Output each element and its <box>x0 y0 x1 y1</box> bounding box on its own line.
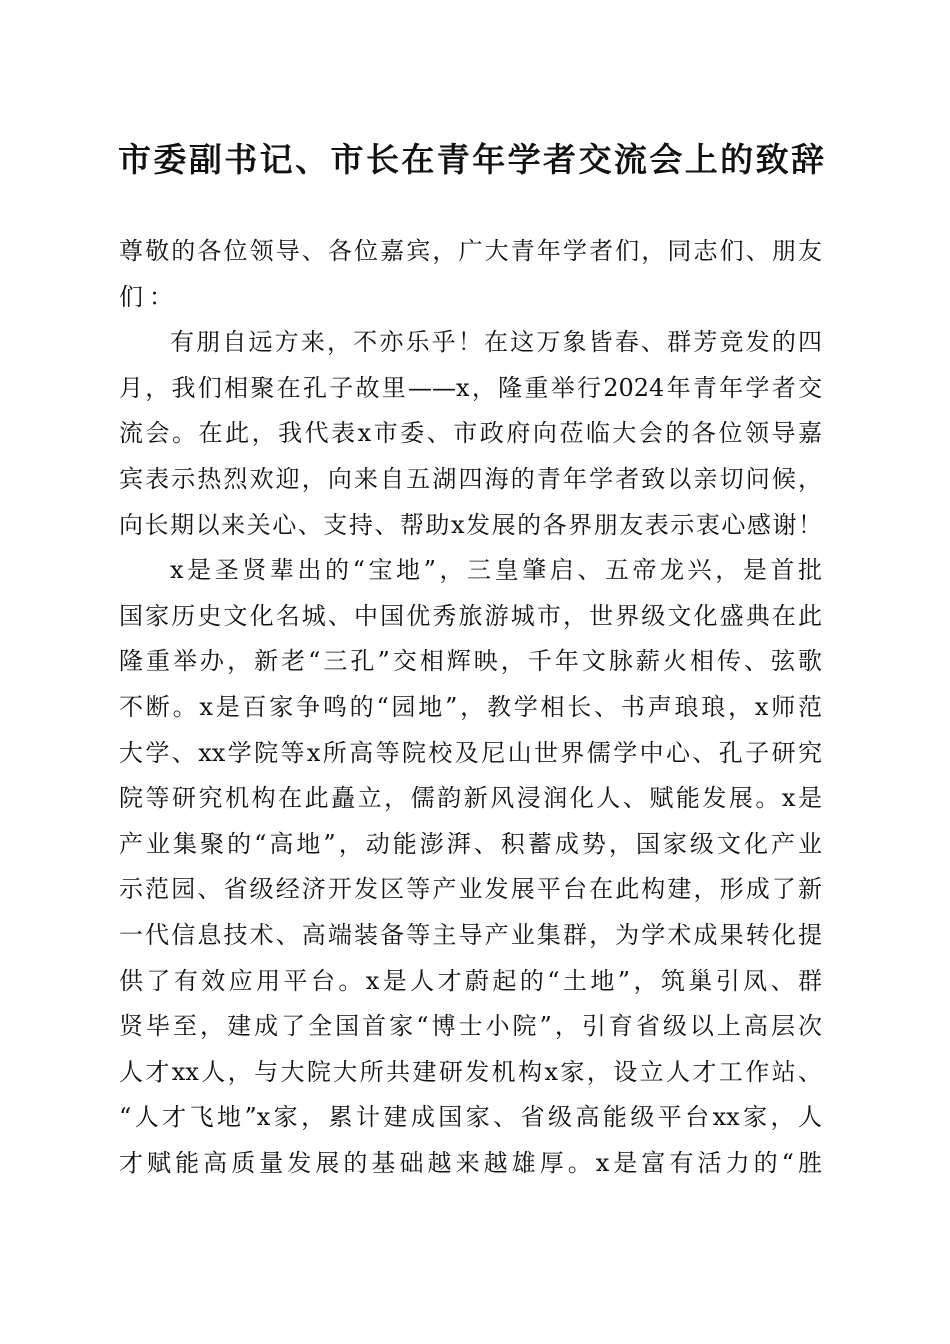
text-line: 贤毕至，建成了全国首家“博士小院”，引育省级以上高层次 <box>119 1012 822 1041</box>
text-line: 产业集聚的“高地”，动能澎湃、积蓄成势，国家级文化产业 <box>119 829 822 858</box>
text-line: 供了有效应用平台。x是人才蔚起的“土地”，筑巢引凤、群 <box>119 966 822 995</box>
text-line: 月，我们相聚在孔子故里——x，隆重举行2024年青年学者交 <box>119 373 822 402</box>
text-line: x是圣贤辈出的“宝地”，三皇肇启、五帝龙兴，是首批 <box>170 556 822 585</box>
text-line: 有朋自远方来，不亦乐乎！在这万象皆春、群芳竞发的四 <box>170 328 822 357</box>
text-line: “人才飞地”x家，累计建成国家、省级高能级平台xx家，人 <box>119 1103 822 1132</box>
text-line: 隆重举办，新老“三孔”交相辉映，千年文脉薪火相传、弦歌 <box>119 647 822 676</box>
text-line: 向长期以来关心、支持、帮助x发展的各界朋友表示衷心感谢！ <box>119 510 822 539</box>
text-line: 国家历史文化名城、中国优秀旅游城市，世界级文化盛典在此 <box>119 601 822 630</box>
text-line: 不断。x是百家争鸣的“园地”，教学相长、书声琅琅，x师范 <box>119 692 822 721</box>
text-line: 示范园、省级经济开发区等产业发展平台在此构建，形成了新 <box>119 875 822 904</box>
text-line: 尊敬的各位领导、各位嘉宾，广大青年学者们，同志们、朋友 <box>119 237 822 265</box>
text-line: 们： <box>119 282 179 311</box>
text-line: 才赋能高质量发展的基础越来越雄厚。x是富有活力的“胜 <box>119 1148 822 1177</box>
document-body <box>119 229 822 1186</box>
text-line: 大学、xx学院等x所高等院校及尼山世界儒学中心、孔子研究 <box>119 738 822 767</box>
text-line: 宾表示热烈欢迎，向来自五湖四海的青年学者致以亲切问候， <box>119 464 822 493</box>
text-line: 院等研究机构在此矗立，儒韵新风浸润化人、赋能发展。x是 <box>119 784 822 813</box>
text-line: 流会。在此，我代表x市委、市政府向莅临大会的各位领导嘉 <box>119 419 822 448</box>
text-line: 人才xx人，与大院大所共建研发机构x家，设立人才工作站、 <box>119 1057 822 1086</box>
text-line: 一代信息技术、高端装备等主导产业集群，为学术成果转化提 <box>119 920 822 949</box>
document-title: 市委副书记、市长在青年学者交流会上的致辞 <box>118 140 824 179</box>
